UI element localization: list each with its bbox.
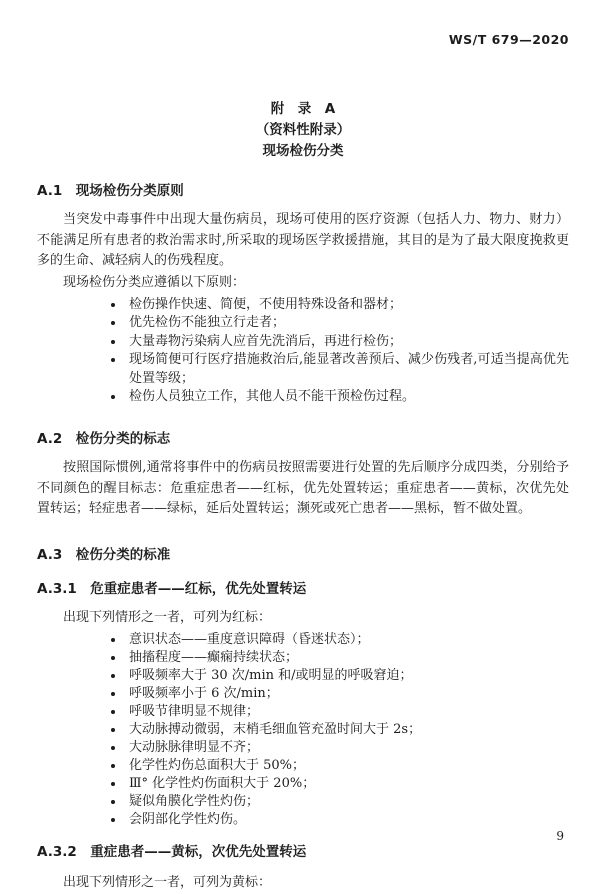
list-intro-a32: 出现下列情形之一者，可列为黄标：	[63, 875, 272, 891]
heading-a31: A.3.1 危重症患者——红标，优先处置转运	[37, 580, 307, 597]
list-item: • 意识状态——重度意识障碍（昏迷状态）；	[125, 631, 569, 649]
heading-a2: A.2 检伤分类的标志	[37, 431, 171, 448]
appendix-title-block	[37, 99, 569, 162]
list-item: • 优先检伤不能独立行走者；	[125, 314, 569, 332]
heading-a1: A.1 现场检伤分类原则	[37, 183, 184, 199]
bullet-list-a1	[37, 296, 569, 406]
list-intro-a1: 现场检伤分类应遵循以下原则：	[63, 274, 246, 290]
list-item: • 大动脉搏动微弱，末梢毛细血管充盈时间大于 2s；	[125, 721, 569, 739]
appendix-name: 现场检伤分类	[262, 143, 344, 159]
list-item: • 抽搐程度——癫痫持续状态；	[125, 649, 569, 667]
paragraph-a2: 按照国际惯例,通常将事件中的伤病员按照需要进行处置的先后顺序分成四类，分别给予不同颜色的醒目标志：危重症患者——红标，优先处置转运；重症患者——黄标，次优先处置转运；轻症患者——绿标，延后处置转运；濒死或死亡患者——黑标，暂不做处置。	[37, 460, 569, 517]
paragraph-a1: 当突发中毒事件中出现大量伤病员，现场可使用的医疗资源（包括人力、物力、财力）不能满足所有患者的救治需求时,所采取的现场医学救援措施，其目的是为了最大限度挽救更多的生命、减轻病人的伤残程度。	[37, 212, 569, 268]
page-header	[37, 32, 569, 47]
list-item: • 现场简便可行医疗措施救治后,能显著改善预后、减少伤残者,可适当提高优先处置等级；	[125, 351, 569, 388]
heading-a32: A.3.2 重症患者——黄标，次优先处置转运	[37, 844, 307, 861]
list-item: • 呼吸节律明显不规律；	[125, 703, 569, 721]
heading-a3: A.3 检伤分类的标准	[37, 546, 171, 563]
bullet-list-a31	[37, 631, 569, 829]
list-item: • Ⅲ° 化学性灼伤面积大于 20%；	[125, 775, 569, 793]
list-item: • 检伤操作快速、简便，不使用特殊设备和器材；	[125, 296, 569, 314]
list-item: • 大量毒物污染病人应首先洗消后，再进行检伤；	[125, 333, 569, 351]
list-item: • 检伤人员独立工作，其他人员不能干预检伤过程。	[125, 388, 569, 406]
list-item: • 疑似角膜化学性灼伤；	[125, 793, 569, 811]
list-item: • 呼吸频率小于 6 次/min；	[125, 685, 569, 703]
list-item: • 化学性灼伤总面积大于 50%；	[125, 757, 569, 775]
appendix-title: 附 录 A	[270, 101, 336, 117]
standard-code: WS/T 679—2020	[448, 32, 569, 47]
list-intro-a31: 出现下列情形之一者，可列为红标：	[63, 609, 272, 625]
page-number: 9	[556, 829, 564, 843]
appendix-subtitle: （资料性附录）	[255, 122, 351, 138]
list-item: • 呼吸频率大于 30 次/min 和/或明显的呼吸窘迫；	[125, 667, 569, 685]
list-item: • 会阴部化学性灼伤。	[125, 811, 569, 829]
list-item: • 大动脉脉律明显不齐；	[125, 739, 569, 757]
